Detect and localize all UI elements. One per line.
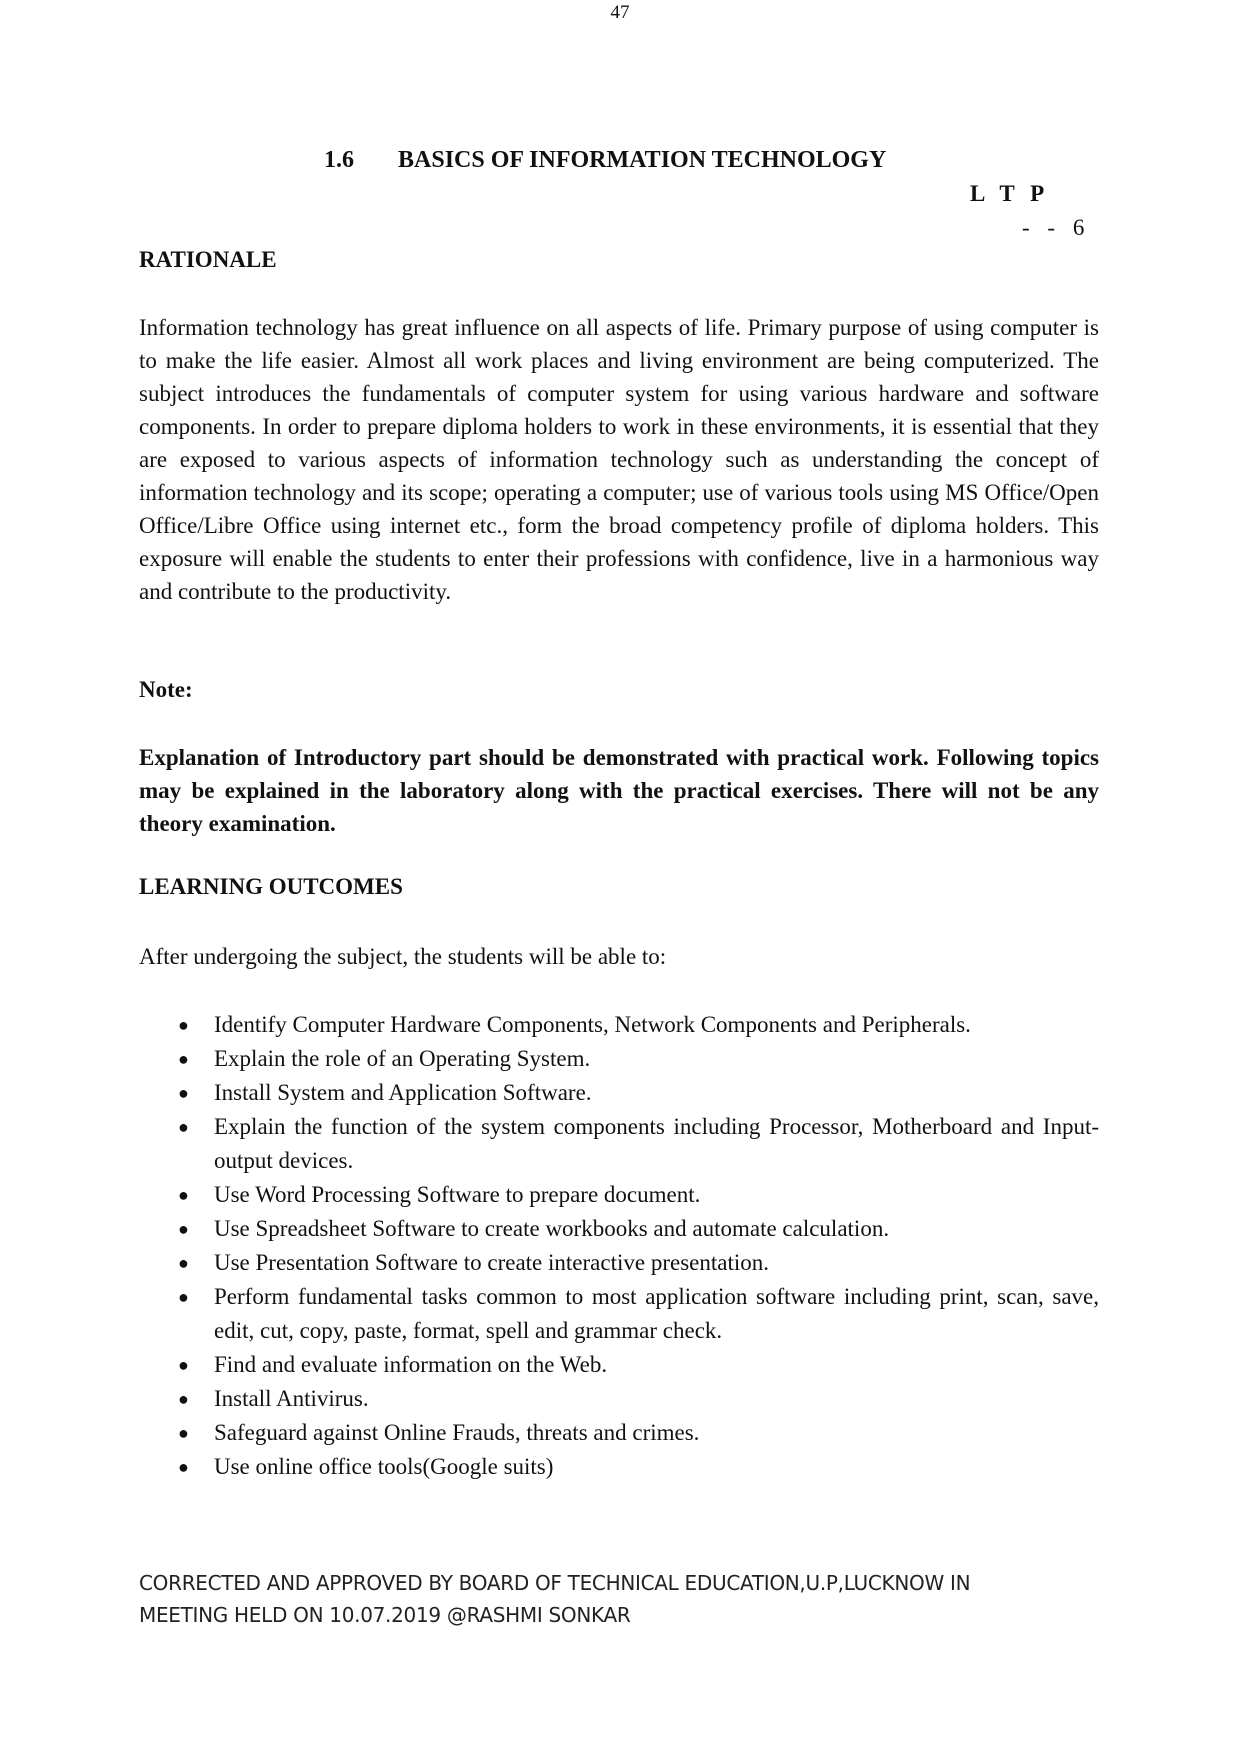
section-number: 1.6: [324, 147, 354, 173]
bullet-icon: ●: [178, 1355, 189, 1375]
footer-line-2: MEETING HELD ON 10.07.2019 @RASHMI SONKAR: [139, 1603, 631, 1627]
bullet-icon: ●: [178, 1219, 189, 1239]
bullet-icon: ●: [178, 1185, 189, 1205]
list-item-text: Explain the role of an Operating System.: [214, 1046, 591, 1071]
list-item: [139, 1416, 1099, 1450]
note-heading: Note:: [139, 677, 193, 702]
list-item-text: Use Word Processing Software to prepare document.: [214, 1182, 701, 1207]
bullet-icon: ●: [178, 1457, 189, 1477]
list-item: [139, 1178, 1099, 1212]
bullet-icon: ●: [178, 1117, 189, 1137]
rationale-body: Information technology has great influence on all aspects of life. Primary purpose of using computer is to make the life easier. Almost all work places and living environment are being computerized. The subject introduces the fundamentals of computer system for using various hardware and software components. In order to prepare diploma holders to work in these environments, it is essential that they are exposed to various aspects of information technology such as understanding the concept of information technology and its scope; operating a computer; use of various tools using MS Office/Open Office/Libre Office using internet etc., form the broad competency profile of diploma holders. This exposure will enable the students to enter their professions with confidence, live in a harmonious way and contribute to the productivity.: [139, 315, 1099, 604]
list-item-text: Install Antivirus.: [214, 1386, 369, 1411]
footer: [139, 1567, 970, 1631]
list-item: [139, 1450, 1099, 1484]
list-item: [139, 1076, 1099, 1110]
bullet-icon: ●: [178, 1423, 189, 1443]
list-item: [139, 1212, 1099, 1246]
list-item: [139, 1348, 1099, 1382]
learning-outcomes-list: [139, 1008, 1099, 1484]
section-title: BASICS OF INFORMATION TECHNOLOGY: [398, 147, 887, 173]
note-body: Explanation of Introductory part should be demonstrated with practical work. Following topics may be explained in the laboratory along with the practical exercises. There will not be any theory examination.: [139, 745, 1099, 836]
list-item-text: Use online office tools(Google suits): [214, 1454, 554, 1479]
list-item-text: Explain the function of the system components including Processor, Motherboard and Input-output devices.: [214, 1114, 1099, 1173]
list-item: [139, 1110, 1099, 1178]
list-item: [139, 1382, 1099, 1416]
learning-outcomes-heading: LEARNING OUTCOMES: [139, 874, 403, 899]
rationale-heading: RATIONALE: [139, 247, 277, 272]
bullet-icon: ●: [178, 1253, 189, 1273]
bullet-icon: ●: [178, 1015, 189, 1035]
page-title: [324, 147, 886, 174]
list-item-text: Identify Computer Hardware Components, Network Components and Peripherals.: [214, 1012, 971, 1037]
bullet-icon: ●: [178, 1083, 189, 1103]
list-item-text: Safeguard against Online Frauds, threats and crimes.: [214, 1420, 700, 1445]
list-item: [139, 1280, 1099, 1348]
learning-outcomes-intro: After undergoing the subject, the students will be able to:: [139, 944, 667, 969]
list-item: [139, 1042, 1099, 1076]
list-item-text: Perform fundamental tasks common to most application software including print, scan, save, edit, cut, copy, paste, format, spell and grammar check.: [214, 1284, 1099, 1343]
list-item: [139, 1008, 1099, 1042]
list-item-text: Find and evaluate information on the Web.: [214, 1352, 608, 1377]
bullet-icon: ●: [178, 1049, 189, 1069]
rationale-section: [139, 311, 1099, 608]
ltp-values: - - 6: [1022, 215, 1085, 240]
list-item: [139, 1246, 1099, 1280]
list-item-text: Use Presentation Software to create interactive presentation.: [214, 1250, 769, 1275]
list-item-text: Use Spreadsheet Software to create workbooks and automate calculation.: [214, 1216, 890, 1241]
footer-line-1: CORRECTED AND APPROVED BY BOARD OF TECHNICAL EDUCATION,U.P,LUCKNOW IN: [139, 1571, 971, 1595]
list-item-text: Install System and Application Software.: [214, 1080, 592, 1105]
note-section: [139, 741, 1099, 840]
ltp-header: L T P: [970, 181, 1045, 206]
bullet-icon: ●: [178, 1287, 189, 1307]
bullet-icon: ●: [178, 1389, 189, 1409]
page-number: 47: [610, 2, 630, 23]
